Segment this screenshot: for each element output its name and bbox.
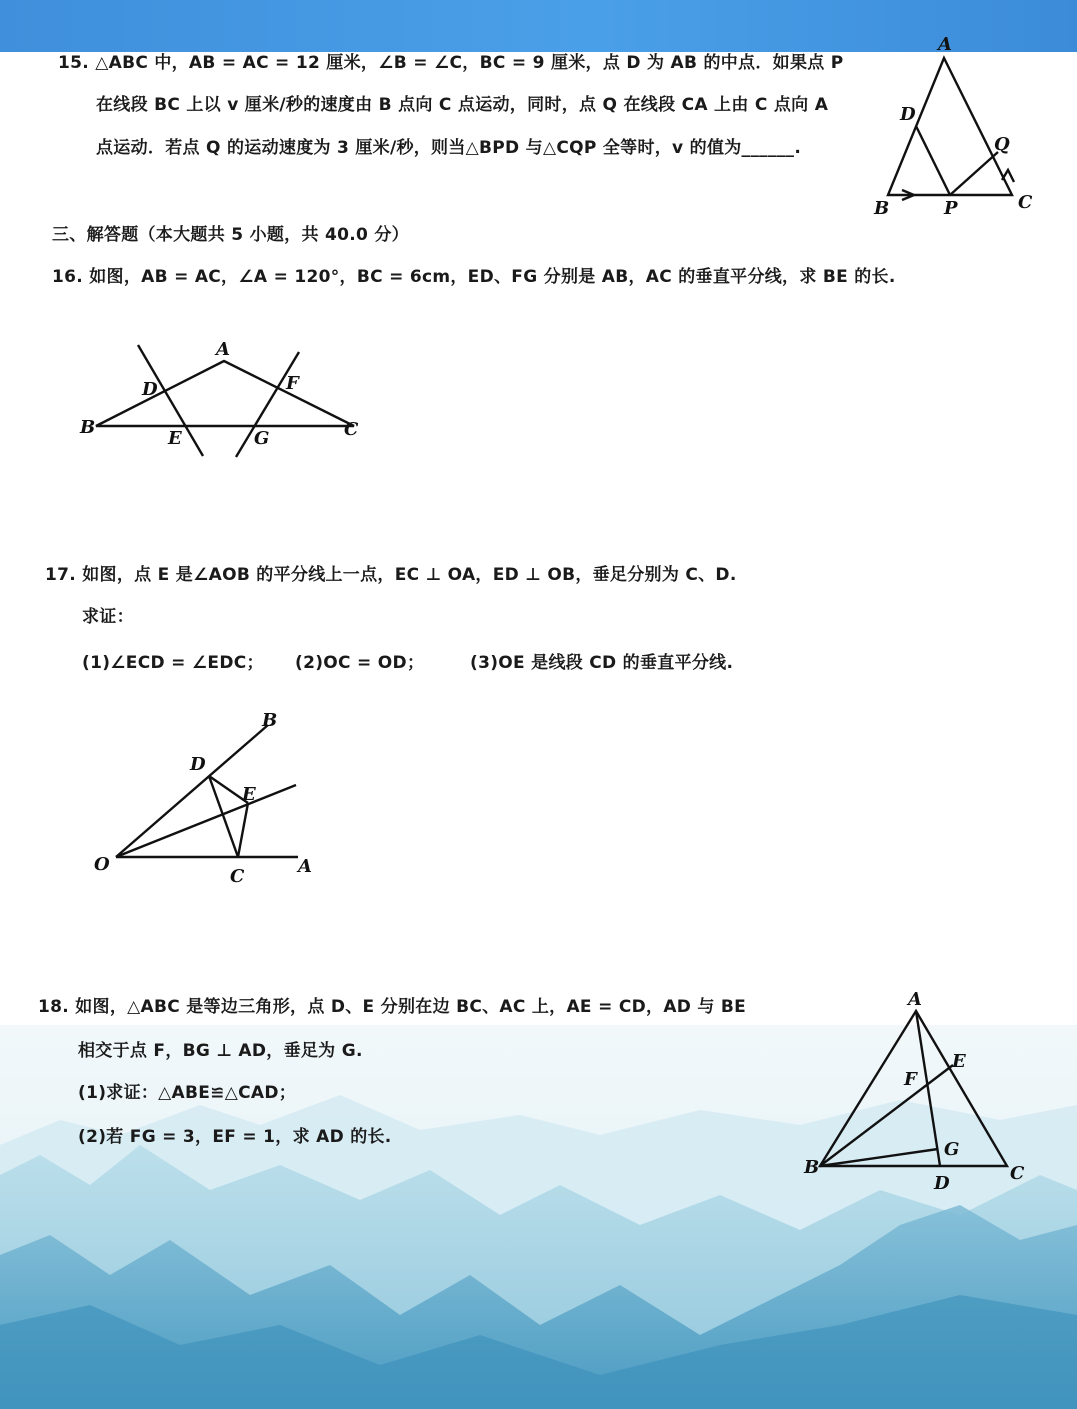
q16-label-f: F <box>286 373 299 394</box>
q16-label-a: A <box>216 339 230 360</box>
q15-line1: 15. △ABC 中，AB = AC = 12 厘米，∠B = ∠C，BC = 9 厘米，点 D 为 AB 的中点．如果点 P <box>58 53 844 73</box>
q18-label-g: G <box>944 1139 960 1160</box>
q17-label-a: A <box>298 856 312 877</box>
q17-label-d: D <box>190 754 206 775</box>
q15-line2: 在线段 BC 上以 v 厘米/秒的速度由 B 点向 C 点运动，同时，点 Q 在线段 CA 上由 C 点向 A <box>96 95 829 115</box>
q18-label-b: B <box>804 1157 820 1178</box>
q17-label-b: B <box>262 710 278 731</box>
q15-label-b: B <box>874 198 890 219</box>
section3-heading: 三、解答题（本大题共 5 小题，共 40.0 分） <box>52 225 409 245</box>
q17-bisector-oe <box>116 785 296 857</box>
q18-line1: 18. 如图，△ABC 是等边三角形，点 D、E 分别在边 BC、AC 上，AE = CD，AD 与 BE <box>38 997 747 1017</box>
q16-triangle <box>96 361 354 426</box>
q17-prove: 求证： <box>82 607 134 627</box>
q16-label-b: B <box>80 417 96 438</box>
q16-figure <box>78 335 378 465</box>
q15-label-c: C <box>1018 192 1033 213</box>
q18-part2: (2)若 FG = 3，EF = 1，求 AD 的长. <box>78 1127 392 1147</box>
q17-text: 17. 如图，点 E 是∠AOB 的平分线上一点，EC ⊥ OA，ED ⊥ OB，垂足分别为 C、D. <box>45 565 737 585</box>
q15-figure <box>868 30 1048 225</box>
q18-line2: 相交于点 F，BG ⊥ AD，垂足为 G. <box>78 1041 363 1061</box>
q15-line3: 点运动．若点 Q 的运动速度为 3 厘米/秒，则当△BPD 与△CQP 全等时，v 的值为______. <box>96 138 802 158</box>
q17-part1: (1)∠ECD = ∠EDC； <box>82 653 264 673</box>
q18-part1: (1)求证：△ABE≌△CAD； <box>78 1083 297 1103</box>
q17-figure <box>90 700 340 900</box>
q17-part2: (2)OC = OD； <box>295 653 425 673</box>
q15-label-p: P <box>944 198 958 219</box>
q17-label-o: O <box>94 854 110 875</box>
q18-label-e: E <box>952 1051 966 1072</box>
q16-label-d: D <box>142 379 158 400</box>
q15-label-a: A <box>938 34 952 55</box>
q18-segment-ad <box>916 1011 940 1166</box>
q16-label-c: C <box>344 419 359 440</box>
q18-label-f: F <box>904 1069 917 1090</box>
q17-segment-ec <box>238 803 248 857</box>
q18-label-c: C <box>1010 1163 1025 1184</box>
q16-text: 16. 如图，AB = AC，∠A = 120°，BC = 6cm，ED、FG 分别是 AB，AC 的垂直平分线，求 BE 的长. <box>52 267 896 287</box>
q15-label-d: D <box>900 104 916 125</box>
q16-label-e: E <box>168 428 182 449</box>
q17-label-e: E <box>242 784 256 805</box>
q15-label-q: Q <box>994 134 1010 155</box>
q16-label-g: G <box>254 428 270 449</box>
q18-label-d: D <box>934 1173 950 1194</box>
q17-label-c: C <box>230 866 245 887</box>
q17-segment-dc <box>209 776 238 857</box>
q15-triangle <box>888 58 1012 195</box>
q15-segment-dp <box>916 126 950 195</box>
q18-figure <box>800 985 1040 1195</box>
q17-part3: (3)OE 是线段 CD 的垂直平分线. <box>470 653 734 673</box>
q18-label-a: A <box>908 989 922 1010</box>
q15-segment-pq <box>950 152 998 195</box>
